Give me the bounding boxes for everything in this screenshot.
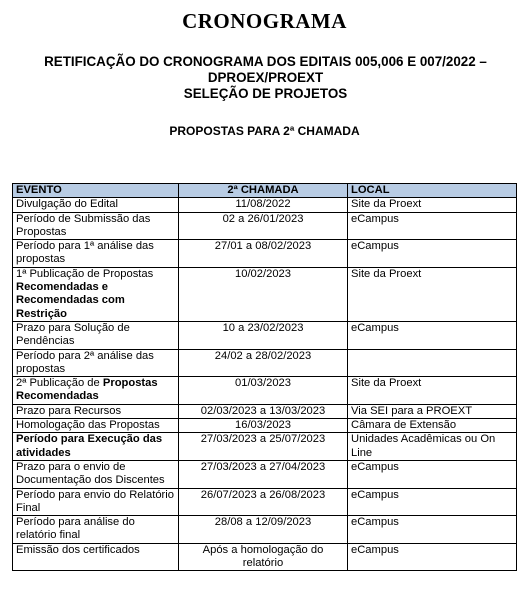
evento-text: 2ª Publicação de (16, 377, 100, 390)
cell-data: 27/01 a 08/02/2023 (179, 240, 348, 268)
table-row (13, 419, 517, 433)
cell-data: 10 a 23/02/2023 (179, 321, 348, 349)
evento-text: Homologação das Propostas (16, 419, 160, 432)
section-subheading: PROPOSTAS PARA 2ª CHAMADA (169, 124, 360, 138)
subtitle-line-2: DPROEX/PROEXT (207, 70, 324, 85)
table-row (13, 267, 517, 321)
cell-evento (13, 349, 179, 377)
cell-local: eCampus (348, 516, 517, 544)
cell-local: Site da Proext (348, 267, 517, 321)
cell-local: eCampus (348, 543, 517, 571)
schedule-table (12, 183, 517, 571)
evento-bold-text: Período para Execução das atividades (16, 433, 163, 459)
cell-data: 11/08/2022 (179, 198, 348, 212)
cell-local: eCampus (348, 321, 517, 349)
cell-local: Via SEI para a PROEXT (348, 404, 517, 418)
column-header-evento: EVENTO (13, 184, 179, 198)
cell-evento (13, 433, 179, 461)
table-row (13, 488, 517, 516)
evento-text: Período para 1ª análise das propostas (16, 240, 154, 266)
cell-data: 26/07/2023 a 26/08/2023 (179, 488, 348, 516)
subtitle-line-3: SELEÇÃO DE PROJETOS (183, 86, 348, 101)
evento-text: Período para 2ª análise das propostas (16, 349, 154, 375)
evento-text: Prazo para o envio de Documentação dos Discentes (16, 460, 165, 487)
cell-evento (13, 267, 179, 321)
table-row (13, 433, 517, 461)
evento-text: Período para análise do relatório final (16, 516, 135, 542)
table-row (13, 212, 517, 240)
table-row (13, 516, 517, 544)
cell-local: Unidades Acadêmicas ou On Line (348, 433, 517, 461)
cell-local: eCampus (348, 240, 517, 268)
cell-data: 10/02/2023 (179, 267, 348, 321)
cell-local: eCampus (348, 488, 517, 516)
cell-evento (13, 404, 179, 418)
cell-data: 02 a 26/01/2023 (179, 212, 348, 240)
document-title: CRONOGRAMA (182, 9, 347, 33)
evento-text: Período para envio do Relatório Final (16, 488, 174, 514)
evento-text: Emissão dos certificados (16, 543, 140, 556)
cell-local: eCampus (348, 212, 517, 240)
column-header-chamada: 2ª CHAMADA (179, 184, 348, 198)
column-header-local: LOCAL (348, 184, 517, 198)
cell-data: 24/02 a 28/02/2023 (179, 349, 348, 377)
cell-evento (13, 240, 179, 268)
evento-text: Divulgação do Edital (16, 198, 118, 211)
table-row (13, 321, 517, 349)
cell-evento (13, 460, 179, 488)
cell-local: Câmara de Extensão (348, 419, 517, 433)
table-header-row (13, 184, 517, 198)
table-row (13, 460, 517, 488)
evento-text: Período de Submissão das Propostas (16, 212, 151, 238)
evento-text: 1ª Publicação de Propostas (16, 267, 154, 280)
table-row (13, 198, 517, 212)
cell-data: Após a homologação do relatório (179, 543, 348, 571)
cell-data: 01/03/2023 (179, 377, 348, 405)
cell-evento (13, 419, 179, 433)
cell-evento (13, 516, 179, 544)
table-row (13, 240, 517, 268)
cell-local (348, 349, 517, 377)
table-row (13, 349, 517, 377)
table-body (13, 198, 517, 571)
evento-text: Prazo para Recursos (16, 404, 122, 417)
table-row (13, 543, 517, 571)
cell-evento (13, 198, 179, 212)
cell-evento (13, 321, 179, 349)
table-row (13, 404, 517, 418)
evento-bold-text: Propostas Recomendadas (16, 377, 158, 403)
evento-bold-text: Recomendadas e Recomendadas com Restrição (16, 281, 125, 320)
cell-evento (13, 543, 179, 571)
cell-local: eCampus (348, 460, 517, 488)
cell-local: Site da Proext (348, 377, 517, 405)
evento-text: Prazo para Solução de Pendências (16, 321, 130, 348)
table-row (13, 377, 517, 405)
cell-evento (13, 212, 179, 240)
cell-data: 28/08 a 12/09/2023 (179, 516, 348, 544)
cell-data: 16/03/2023 (179, 419, 348, 433)
cell-local: Site da Proext (348, 198, 517, 212)
cell-data: 27/03/2023 a 25/07/2023 (179, 433, 348, 461)
cell-data: 02/03/2023 a 13/03/2023 (179, 404, 348, 418)
document-subtitle (6, 54, 525, 102)
cell-evento (13, 377, 179, 405)
cell-evento (13, 488, 179, 516)
subtitle-line-1: RETIFICAÇÃO DO CRONOGRAMA DOS EDITAIS 005,006 E 007/2022 – (44, 54, 487, 69)
cell-data: 27/03/2023 a 27/04/2023 (179, 460, 348, 488)
